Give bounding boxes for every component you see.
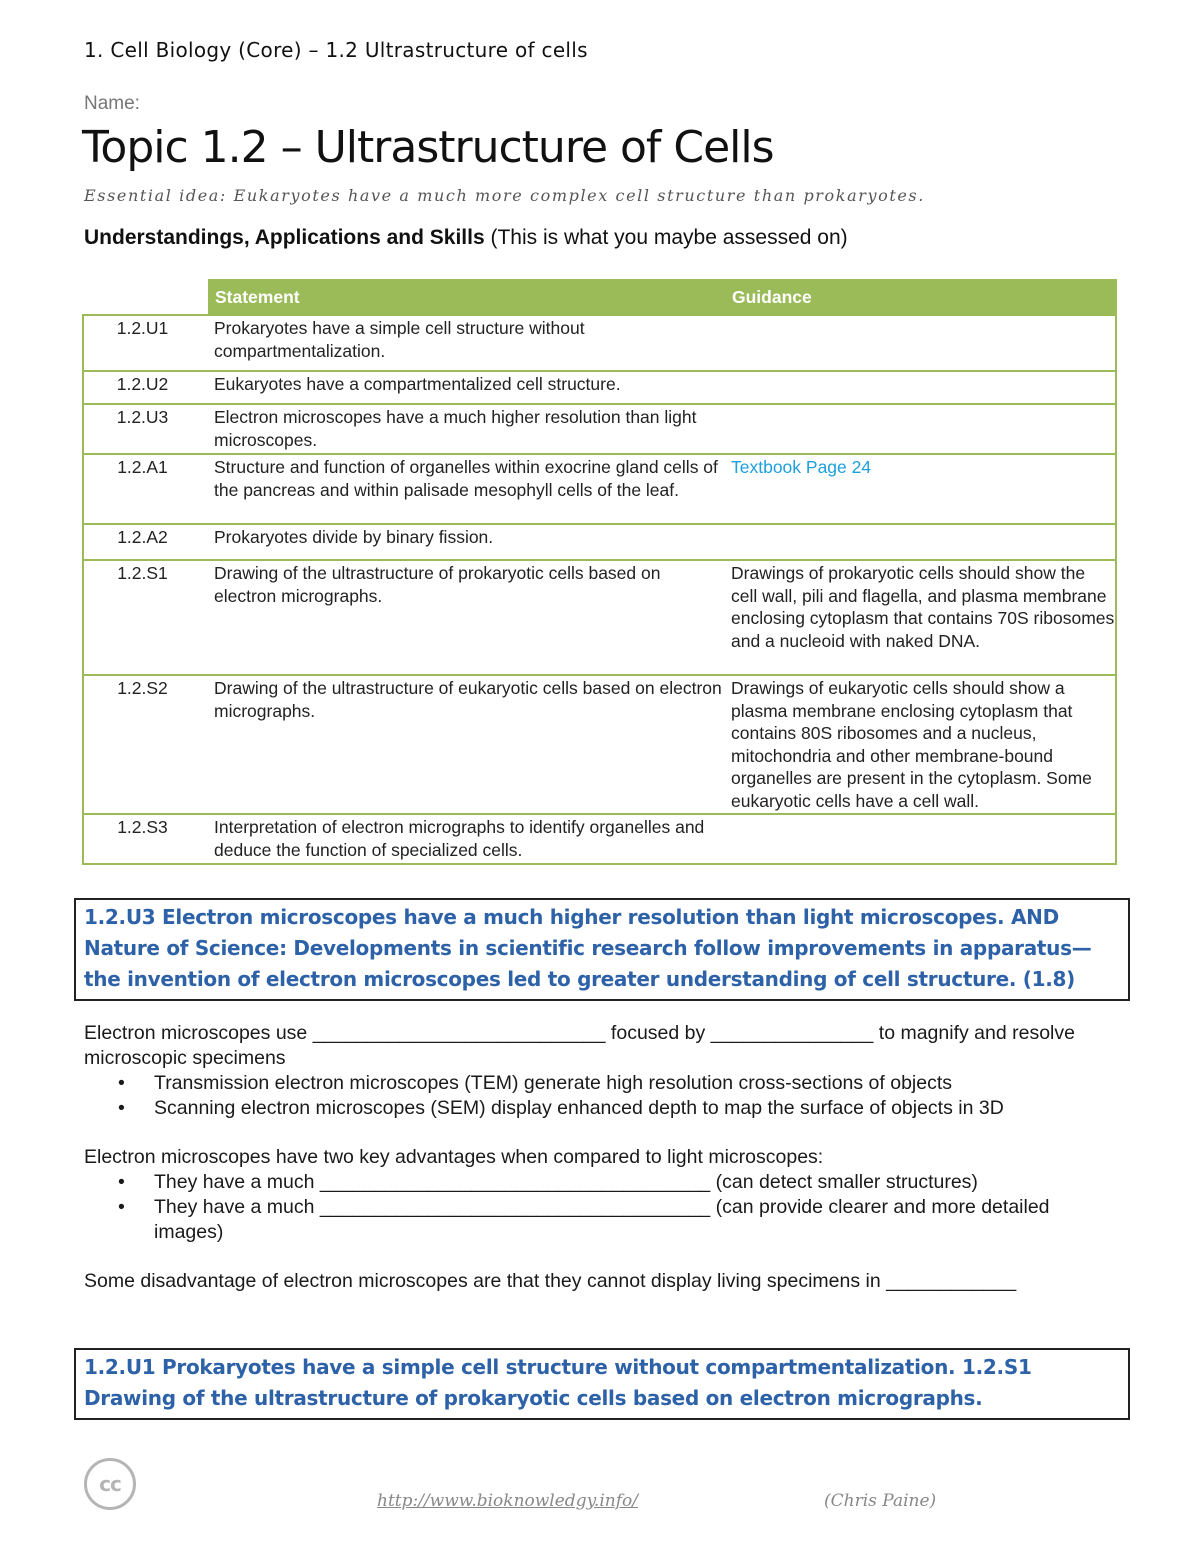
section-heading-u3: 1.2.U3 Electron microscopes have a much higher resolution than light microscopes. AND Nature of Science: Developments in scientific research follow improvements in apparatus—the invention of electron microscopes led to greater understanding of cell structure. (1.8) — [74, 898, 1130, 1001]
row-statement: Interpretation of electron micrographs to identify organelles and deduce the function of specialized cells. — [209, 814, 726, 864]
em-para1-b: focused by — [605, 1022, 711, 1044]
row-statement: Drawing of the ultrastructure of prokaryotic cells based on electron micrographs. — [209, 560, 726, 675]
table-row — [83, 371, 1116, 404]
header-cell-statement: Statement — [209, 280, 726, 315]
footer-author: (Chris Paine) — [824, 1491, 937, 1511]
table-row — [83, 675, 1116, 814]
table-row — [83, 814, 1116, 864]
header-cell-blank — [83, 280, 209, 315]
em-paragraph-1 — [84, 1021, 1124, 1071]
table-row — [83, 454, 1116, 524]
uas-heading — [84, 226, 848, 250]
row-statement: Electron microscopes have a much higher resolution than light microscopes. — [209, 404, 726, 454]
fill-blank-1[interactable]: ___________________________ — [312, 1022, 606, 1044]
row-code: 1.2.S3 — [83, 814, 209, 864]
row-code: 1.2.U2 — [83, 371, 209, 404]
bullet-glyph: • — [118, 1171, 125, 1193]
creative-commons-icon: cc — [84, 1458, 136, 1510]
name-label: Name: — [84, 93, 140, 114]
fill-blank-2[interactable]: _______________ — [710, 1022, 874, 1044]
table-row — [83, 315, 1116, 371]
em-paragraph-3[interactable]: Some disadvantage of electron microscopes are that they cannot display living specimens in ____________ — [84, 1270, 1017, 1292]
spec-table — [82, 279, 1117, 865]
row-guidance — [726, 404, 1116, 454]
bullet-glyph: • — [118, 1196, 125, 1218]
em-paragraph-2: Electron microscopes have two key advantages when compared to light microscopes: — [84, 1146, 824, 1168]
microscope-types-list — [84, 1071, 1124, 1121]
textbook-page-link[interactable]: Textbook Page 24 — [731, 457, 872, 477]
list-item-text: Transmission electron microscopes (TEM) generate high resolution cross-sections of objects — [154, 1072, 953, 1094]
row-guidance — [726, 524, 1116, 560]
list-item-text[interactable]: They have a much ____________________________________ (can provide clearer and more detailed images) — [154, 1196, 1050, 1243]
em-para1-c: to magnify and resolve microscopic specimens — [84, 1022, 1075, 1069]
list-item — [84, 1096, 1124, 1121]
row-code: 1.2.U1 — [83, 315, 209, 371]
row-guidance-cell — [726, 454, 1116, 524]
page-title: Topic 1.2 – Ultrastructure of Cells — [82, 122, 774, 173]
list-item — [84, 1071, 1124, 1096]
row-guidance — [726, 315, 1116, 371]
row-statement: Prokaryotes divide by binary fission. — [209, 524, 726, 560]
row-statement: Eukaryotes have a compartmentalized cell structure. — [209, 371, 726, 404]
row-statement: Structure and function of organelles within exocrine gland cells of the pancreas and within palisade mesophyll cells of the leaf. — [209, 454, 726, 524]
bullet-glyph: • — [118, 1072, 125, 1094]
bullet-glyph: • — [118, 1097, 125, 1119]
table-row — [83, 404, 1116, 454]
section-heading-u1: 1.2.U1 Prokaryotes have a simple cell structure without compartmentalization. 1.2.S1 Drawing of the ultrastructure of prokaryotic cells based on electron micrographs. — [74, 1348, 1130, 1420]
table-row — [83, 560, 1116, 675]
list-item-text: Scanning electron microscopes (SEM) display enhanced depth to map the surface of objects in 3D — [154, 1097, 1004, 1119]
table-header-row — [83, 280, 1116, 315]
header-cell-guidance: Guidance — [726, 280, 1116, 315]
essential-idea: Essential idea: Eukaryotes have a much more complex cell structure than prokaryotes. — [84, 186, 925, 205]
advantages-list — [84, 1170, 1124, 1245]
row-code: 1.2.U3 — [83, 404, 209, 454]
list-item-text[interactable]: They have a much ____________________________________ (can detect smaller structures) — [154, 1171, 978, 1193]
uas-heading-bold: Understandings, Applications and Skills — [84, 226, 485, 249]
row-code: 1.2.A1 — [83, 454, 209, 524]
list-item — [84, 1195, 1124, 1245]
row-statement: Prokaryotes have a simple cell structure without compartmentalization. — [209, 315, 726, 371]
row-code: 1.2.A2 — [83, 524, 209, 560]
list-item — [84, 1170, 1124, 1195]
running-header: 1. Cell Biology (Core) – 1.2 Ultrastructure of cells — [84, 38, 588, 62]
row-statement: Drawing of the ultrastructure of eukaryotic cells based on electron micrographs. — [209, 675, 726, 814]
row-guidance — [726, 814, 1116, 864]
row-code: 1.2.S1 — [83, 560, 209, 675]
footer-link[interactable]: http://www.bioknowledgy.info/ — [377, 1491, 638, 1511]
table-row — [83, 524, 1116, 560]
row-guidance — [726, 371, 1116, 404]
row-guidance: Drawings of prokaryotic cells should show the cell wall, pili and flagella, and plasma membrane enclosing cytoplasm that contains 70S ribosomes and a nucleoid with naked DNA. — [726, 560, 1116, 675]
row-guidance: Drawings of eukaryotic cells should show a plasma membrane enclosing cytoplasm that contains 80S ribosomes and a nucleus, mitochondria and other membrane-bound organelles are present in the cytoplasm. Some eukaryotic cells have a cell wall. — [726, 675, 1116, 814]
row-code: 1.2.S2 — [83, 675, 209, 814]
em-para1-a: Electron microscopes use — [84, 1022, 313, 1044]
uas-heading-note: (This is what you maybe assessed on) — [484, 226, 848, 249]
